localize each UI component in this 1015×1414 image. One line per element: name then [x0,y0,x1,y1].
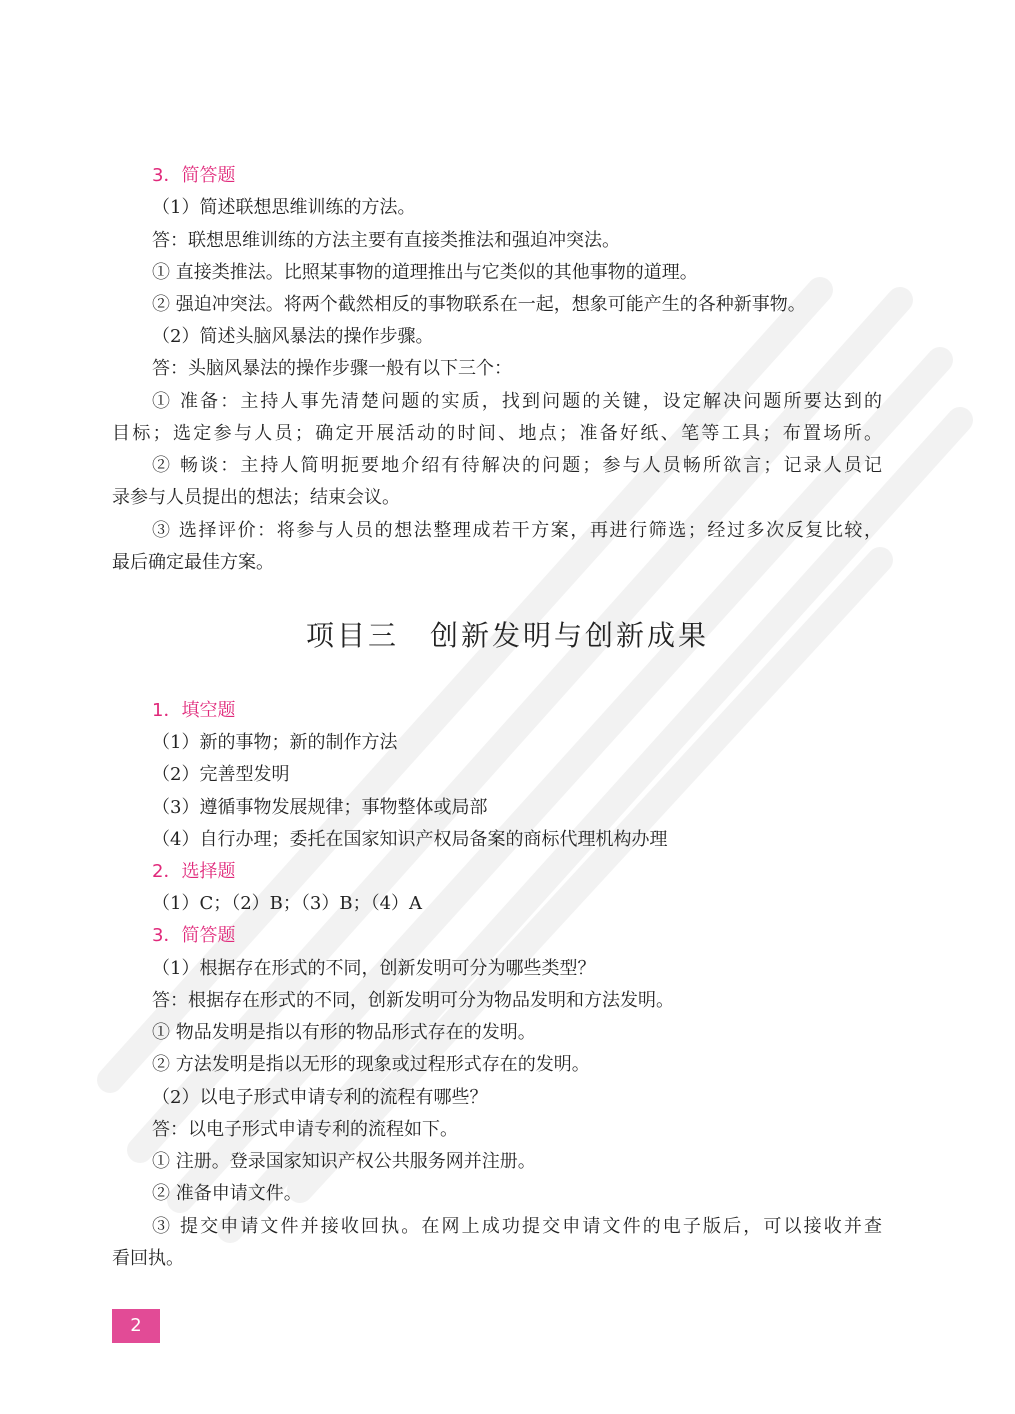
answer-line: （3）遵循事物发展规律；事物整体或局部 [152,797,488,818]
answer-line: 最后确定最佳方案。 [112,552,274,573]
question-line: （1）根据存在形式的不同，创新发明可分为哪些类型？ [152,958,596,979]
answer-line: ② 准备申请文件。 [152,1183,302,1204]
answer-line: ② 方法发明是指以无形的现象或过程形式存在的发明。 [152,1054,590,1075]
answer-line: 答：根据存在形式的不同，创新发明可分为物品发明和方法发明。 [152,990,674,1011]
answer-line: （1）新的事物；新的制作方法 [152,732,398,753]
question-line: （2）简述头脑风暴法的操作步骤。 [152,326,434,347]
answer-line: （1）C；（2）B；（3）B；（4）A [152,893,423,914]
section-heading-short-answer: 3．简答题 [152,165,236,186]
answer-line: 答：联想思维训练的方法主要有直接类推法和强迫冲突法。 [152,230,620,251]
answer-line: 目标；选定参与人员；确定开展活动的时间、地点；准备好纸、笔等工具；布置场所。 [112,423,882,444]
answer-line: 答：以电子形式申请专利的流程如下。 [152,1119,458,1140]
answer-line: 答：头脑风暴法的操作步骤一般有以下三个： [152,358,512,379]
answer-line: ② 强迫冲突法。将两个截然相反的事物联系在一起，想象可能产生的各种新事物。 [152,294,806,315]
answer-line: ① 注册。登录国家知识产权公共服务网并注册。 [152,1151,536,1172]
section-heading-multiple-choice: 2．选择题 [152,861,236,882]
answer-line: ① 直接类推法。比照某事物的道理推出与它类似的其他事物的道理。 [152,262,698,283]
question-line: （1）简述联想思维训练的方法。 [152,197,416,218]
page-number-badge: 2 [112,1309,160,1343]
answer-line: ① 物品发明是指以有形的物品形式存在的发明。 [152,1022,536,1043]
answer-line: ② 畅谈：主持人简明扼要地介绍有待解决的问题；参与人员畅所欲言；记录人员记 [152,455,882,476]
answer-line: ③ 提交申请文件并接收回执。在网上成功提交申请文件的电子版后，可以接收并查 [152,1216,882,1237]
answer-line: 录参与人员提出的想法；结束会议。 [112,487,400,508]
answer-line: （2）完善型发明 [152,764,290,785]
section-heading-short-answer: 3．简答题 [152,925,236,946]
answer-line: ③ 选择评价：将参与人员的想法整理成若干方案，再进行筛选；经过多次反复比较， [152,520,882,541]
project-title: 项目三 创新发明与创新成果 [305,619,709,652]
section-heading-fill-blank: 1．填空题 [152,700,236,721]
answer-line: ① 准备：主持人事先清楚问题的实质，找到问题的关键，设定解决问题所要达到的 [152,391,882,412]
answer-line: 看回执。 [112,1248,184,1269]
answer-line: （4）自行办理；委托在国家知识产权局备案的商标代理机构办理 [152,829,668,850]
question-line: （2）以电子形式申请专利的流程有哪些？ [152,1087,488,1108]
